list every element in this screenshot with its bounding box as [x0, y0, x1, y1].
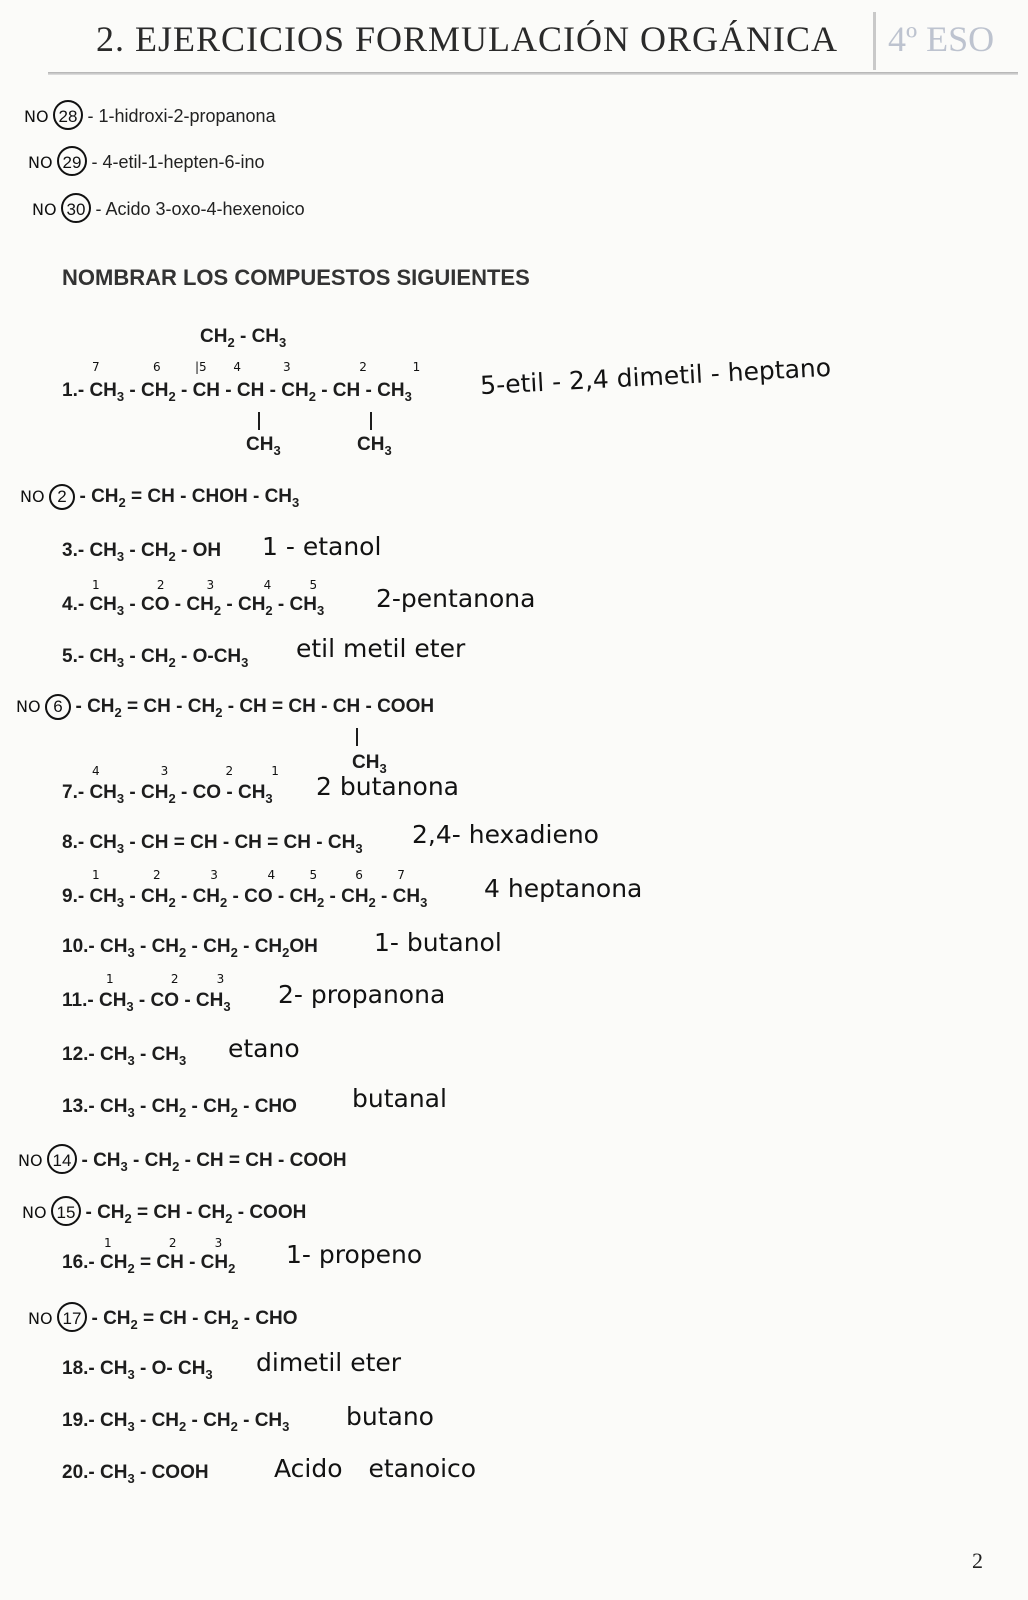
item-28	[24, 100, 276, 130]
no-mark: NO	[24, 107, 49, 126]
formula-1: 1.- $CH_3 - CH_2$ - CH - CH - $CH_2$ - CH - $CH_3$	[62, 380, 412, 404]
formula-16: 16.- $CH_2$ = CH - $CH_2$	[62, 1252, 236, 1276]
bond-line	[370, 412, 372, 430]
formula-12: 12.- $CH_3 - CH_3$	[62, 1044, 187, 1068]
answer-10: 1- butanol	[374, 928, 502, 957]
item-number: 29	[57, 146, 87, 176]
answer-7: 2 butanona	[316, 772, 459, 801]
answer-3: 1 - etanol	[262, 532, 382, 561]
section-title: NOMBRAR LOS COMPUESTOS SIGUIENTES	[62, 265, 530, 290]
item-29	[28, 146, 265, 176]
answer-18: dimetil eter	[256, 1348, 402, 1377]
answer-8: 2,4- hexadieno	[412, 820, 599, 849]
page-title: 2. EJERCICIOS FORMULACIÓN ORGÁNICA	[95, 19, 838, 59]
formula-11: 11.- $CH_3$ - CO - $CH_3$	[62, 990, 231, 1014]
formula-2: - $CH_2$ = CH - CHOH - $CH_3$	[79, 486, 300, 510]
item-text: - Acido 3-oxo-4-hexenoico	[95, 199, 305, 219]
item-6	[16, 694, 434, 720]
page-number: 2	[972, 1548, 983, 1573]
formula-9: 9.- $CH_3 - CH_2 - CH_2$ - CO - $CH_2 - CH_2 - CH_3$	[62, 886, 428, 910]
item-number: 2	[49, 484, 75, 510]
item-text: - 4-etil-1-hepten-6-ino	[91, 152, 265, 172]
answer-13: butanal	[352, 1084, 447, 1113]
item-30	[32, 193, 305, 223]
header-rule	[48, 72, 1018, 75]
formula-7: 7.- $CH_3 - CH_2$ - CO - $CH_3$	[62, 782, 273, 806]
answer-1: 5-etil - 2,4 dimetil - heptano	[479, 352, 832, 401]
formula-19: 19.- $CH_3 - CH_2 - CH_2 - CH_3$	[62, 1410, 290, 1434]
item-number: 28	[53, 100, 83, 130]
item-text: - 1-hidroxi-2-propanona	[87, 106, 276, 126]
formula-1-branch-top: $CH_2 - CH_3$	[200, 326, 287, 350]
formula-14: - $CH_3 - CH_2$ - CH = CH - COOH	[81, 1150, 347, 1174]
formula-4: 4.- $CH_3$ - CO - $CH_2 - CH_2 - CH_3$	[62, 594, 325, 618]
answer-5: etil metil eter	[296, 634, 466, 663]
course-level: 4º ESO	[888, 19, 995, 59]
header-divider	[873, 12, 876, 70]
formula-20: 20.- $CH_3$ - COOH	[62, 1462, 209, 1486]
answer-12: etano	[228, 1034, 300, 1063]
bond-line	[258, 412, 260, 430]
bond-line	[356, 728, 358, 746]
formula-6-branch: $CH_3$	[352, 752, 387, 776]
item-number: 17	[57, 1302, 87, 1332]
answer-20: Acido etanoico	[274, 1454, 477, 1483]
answer-11: 2- propanona	[278, 980, 446, 1009]
no-mark: NO	[20, 487, 45, 506]
answer-16: 1- propeno	[286, 1240, 423, 1269]
answer-4: 2-pentanona	[376, 584, 536, 613]
formula-5: 5.- $CH_3 - CH_2 - O-CH_3$	[62, 646, 249, 670]
item-17	[28, 1302, 298, 1332]
formula-18: 18.- $CH_3 - O-$ $CH_3$	[62, 1358, 213, 1382]
carbon-numbers-4: 1 2 3 4 5	[92, 578, 318, 592]
item-15	[22, 1196, 306, 1226]
carbon-numbers-11: 1 2 3	[106, 972, 225, 986]
item-number: 15	[51, 1196, 81, 1226]
formula-17: - $CH_2$ = CH - $CH_2$ - CHO	[91, 1308, 298, 1332]
item-2	[20, 484, 299, 510]
carbon-numbers-7: 4 3 2 1	[92, 764, 279, 778]
carbon-numbers-1: 7 6 |5 4 3 2 1	[92, 360, 421, 374]
carbon-numbers-9: 1 2 3 4 5 6 7	[92, 868, 405, 882]
formula-1-branch: $CH_3$	[246, 434, 281, 458]
no-mark: NO	[28, 1309, 53, 1328]
item-number: 6	[45, 694, 71, 720]
page-header	[0, 0, 1028, 80]
answer-19: butano	[346, 1402, 434, 1431]
formula-3: 3.- $CH_3 - CH_2$ - OH	[62, 540, 222, 564]
no-mark: NO	[28, 153, 53, 172]
item-number: 30	[61, 193, 91, 223]
formula-15: - $CH_2$ = CH - $CH_2$ - COOH	[85, 1202, 307, 1226]
no-mark: NO	[22, 1203, 47, 1222]
formula-1-branch: $CH_3$	[357, 434, 392, 458]
item-14	[18, 1144, 347, 1174]
answer-9: 4 heptanona	[484, 874, 643, 903]
no-mark: NO	[32, 200, 57, 219]
carbon-numbers-16: 1 2 3	[104, 1236, 223, 1250]
formula-10: 10.- $CH_3 - CH_2 - CH_2 - CH_2OH$	[62, 936, 318, 960]
formula-8: 8.- $CH_3$ - CH = CH - CH = CH - $CH_3$	[62, 832, 363, 856]
no-mark: NO	[18, 1151, 43, 1170]
formula-6: - $CH_2$ = CH - $CH_2$ - CH = CH - CH - COOH	[75, 696, 435, 720]
item-number: 14	[47, 1144, 77, 1174]
no-mark: NO	[16, 697, 41, 716]
formula-13: 13.- $CH_3 - CH_2 - CH_2$ - CHO	[62, 1096, 297, 1120]
